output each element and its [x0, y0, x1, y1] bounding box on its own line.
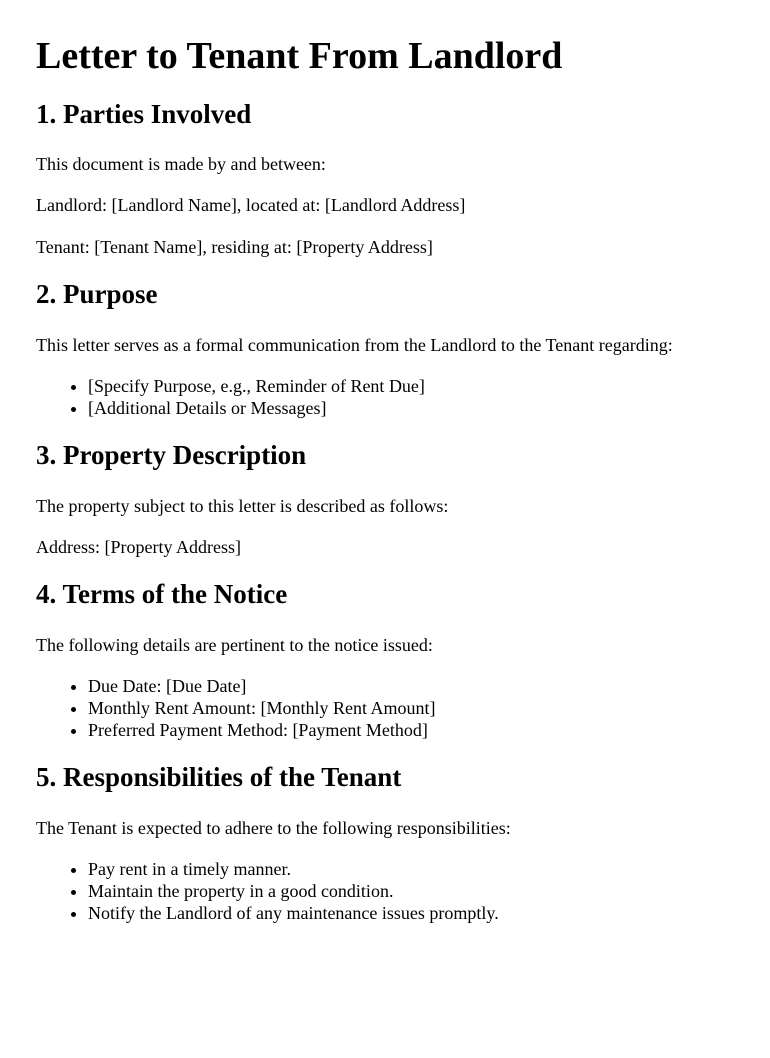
section-heading: 1. Parties Involved	[36, 99, 252, 129]
list-item: • Due Date: [Due Date]	[88, 675, 734, 697]
section-terms-of-notice	[36, 578, 734, 741]
section-parties-involved	[36, 98, 734, 258]
tenant-line: Tenant: [Tenant Name], residing at: [Property Address]	[36, 237, 433, 257]
list-item: • Notify the Landlord of any maintenance issues promptly.	[88, 902, 734, 924]
section-paragraph: The Tenant is expected to adhere to the following responsibilities:	[36, 818, 511, 838]
list-item: • [Additional Details or Messages]	[88, 397, 734, 419]
landlord-line: Landlord: [Landlord Name], located at: [Landlord Address]	[36, 195, 466, 215]
section-paragraph: This letter serves as a formal communication from the Landlord to the Tenant regarding:	[36, 335, 673, 355]
purpose-list	[36, 375, 734, 419]
responsibilities-list	[36, 858, 734, 924]
section-heading: 5. Responsibilities of the Tenant	[36, 762, 402, 792]
document-title: Letter to Tenant From Landlord	[36, 35, 563, 77]
section-heading: 2. Purpose	[36, 279, 158, 309]
section-purpose	[36, 278, 734, 419]
list-item: • [Specify Purpose, e.g., Reminder of Rent Due]	[88, 375, 734, 397]
section-heading: 3. Property Description	[36, 440, 307, 470]
section-property-description	[36, 439, 734, 558]
list-item: • Monthly Rent Amount: [Monthly Rent Amount]	[88, 697, 734, 719]
section-paragraph: The following details are pertinent to the notice issued:	[36, 635, 433, 655]
list-item: • Pay rent in a timely manner.	[88, 858, 734, 880]
terms-list	[36, 675, 734, 741]
document-page	[0, 34, 770, 924]
section-tenant-responsibilities	[36, 761, 734, 924]
list-item: • Maintain the property in a good condition.	[88, 880, 734, 902]
list-item: • Preferred Payment Method: [Payment Method]	[88, 719, 734, 741]
section-paragraph: This document is made by and between:	[36, 154, 326, 174]
section-heading: 4. Terms of the Notice	[36, 579, 288, 609]
address-line: Address: [Property Address]	[36, 537, 241, 557]
section-paragraph: The property subject to this letter is described as follows:	[36, 496, 449, 516]
